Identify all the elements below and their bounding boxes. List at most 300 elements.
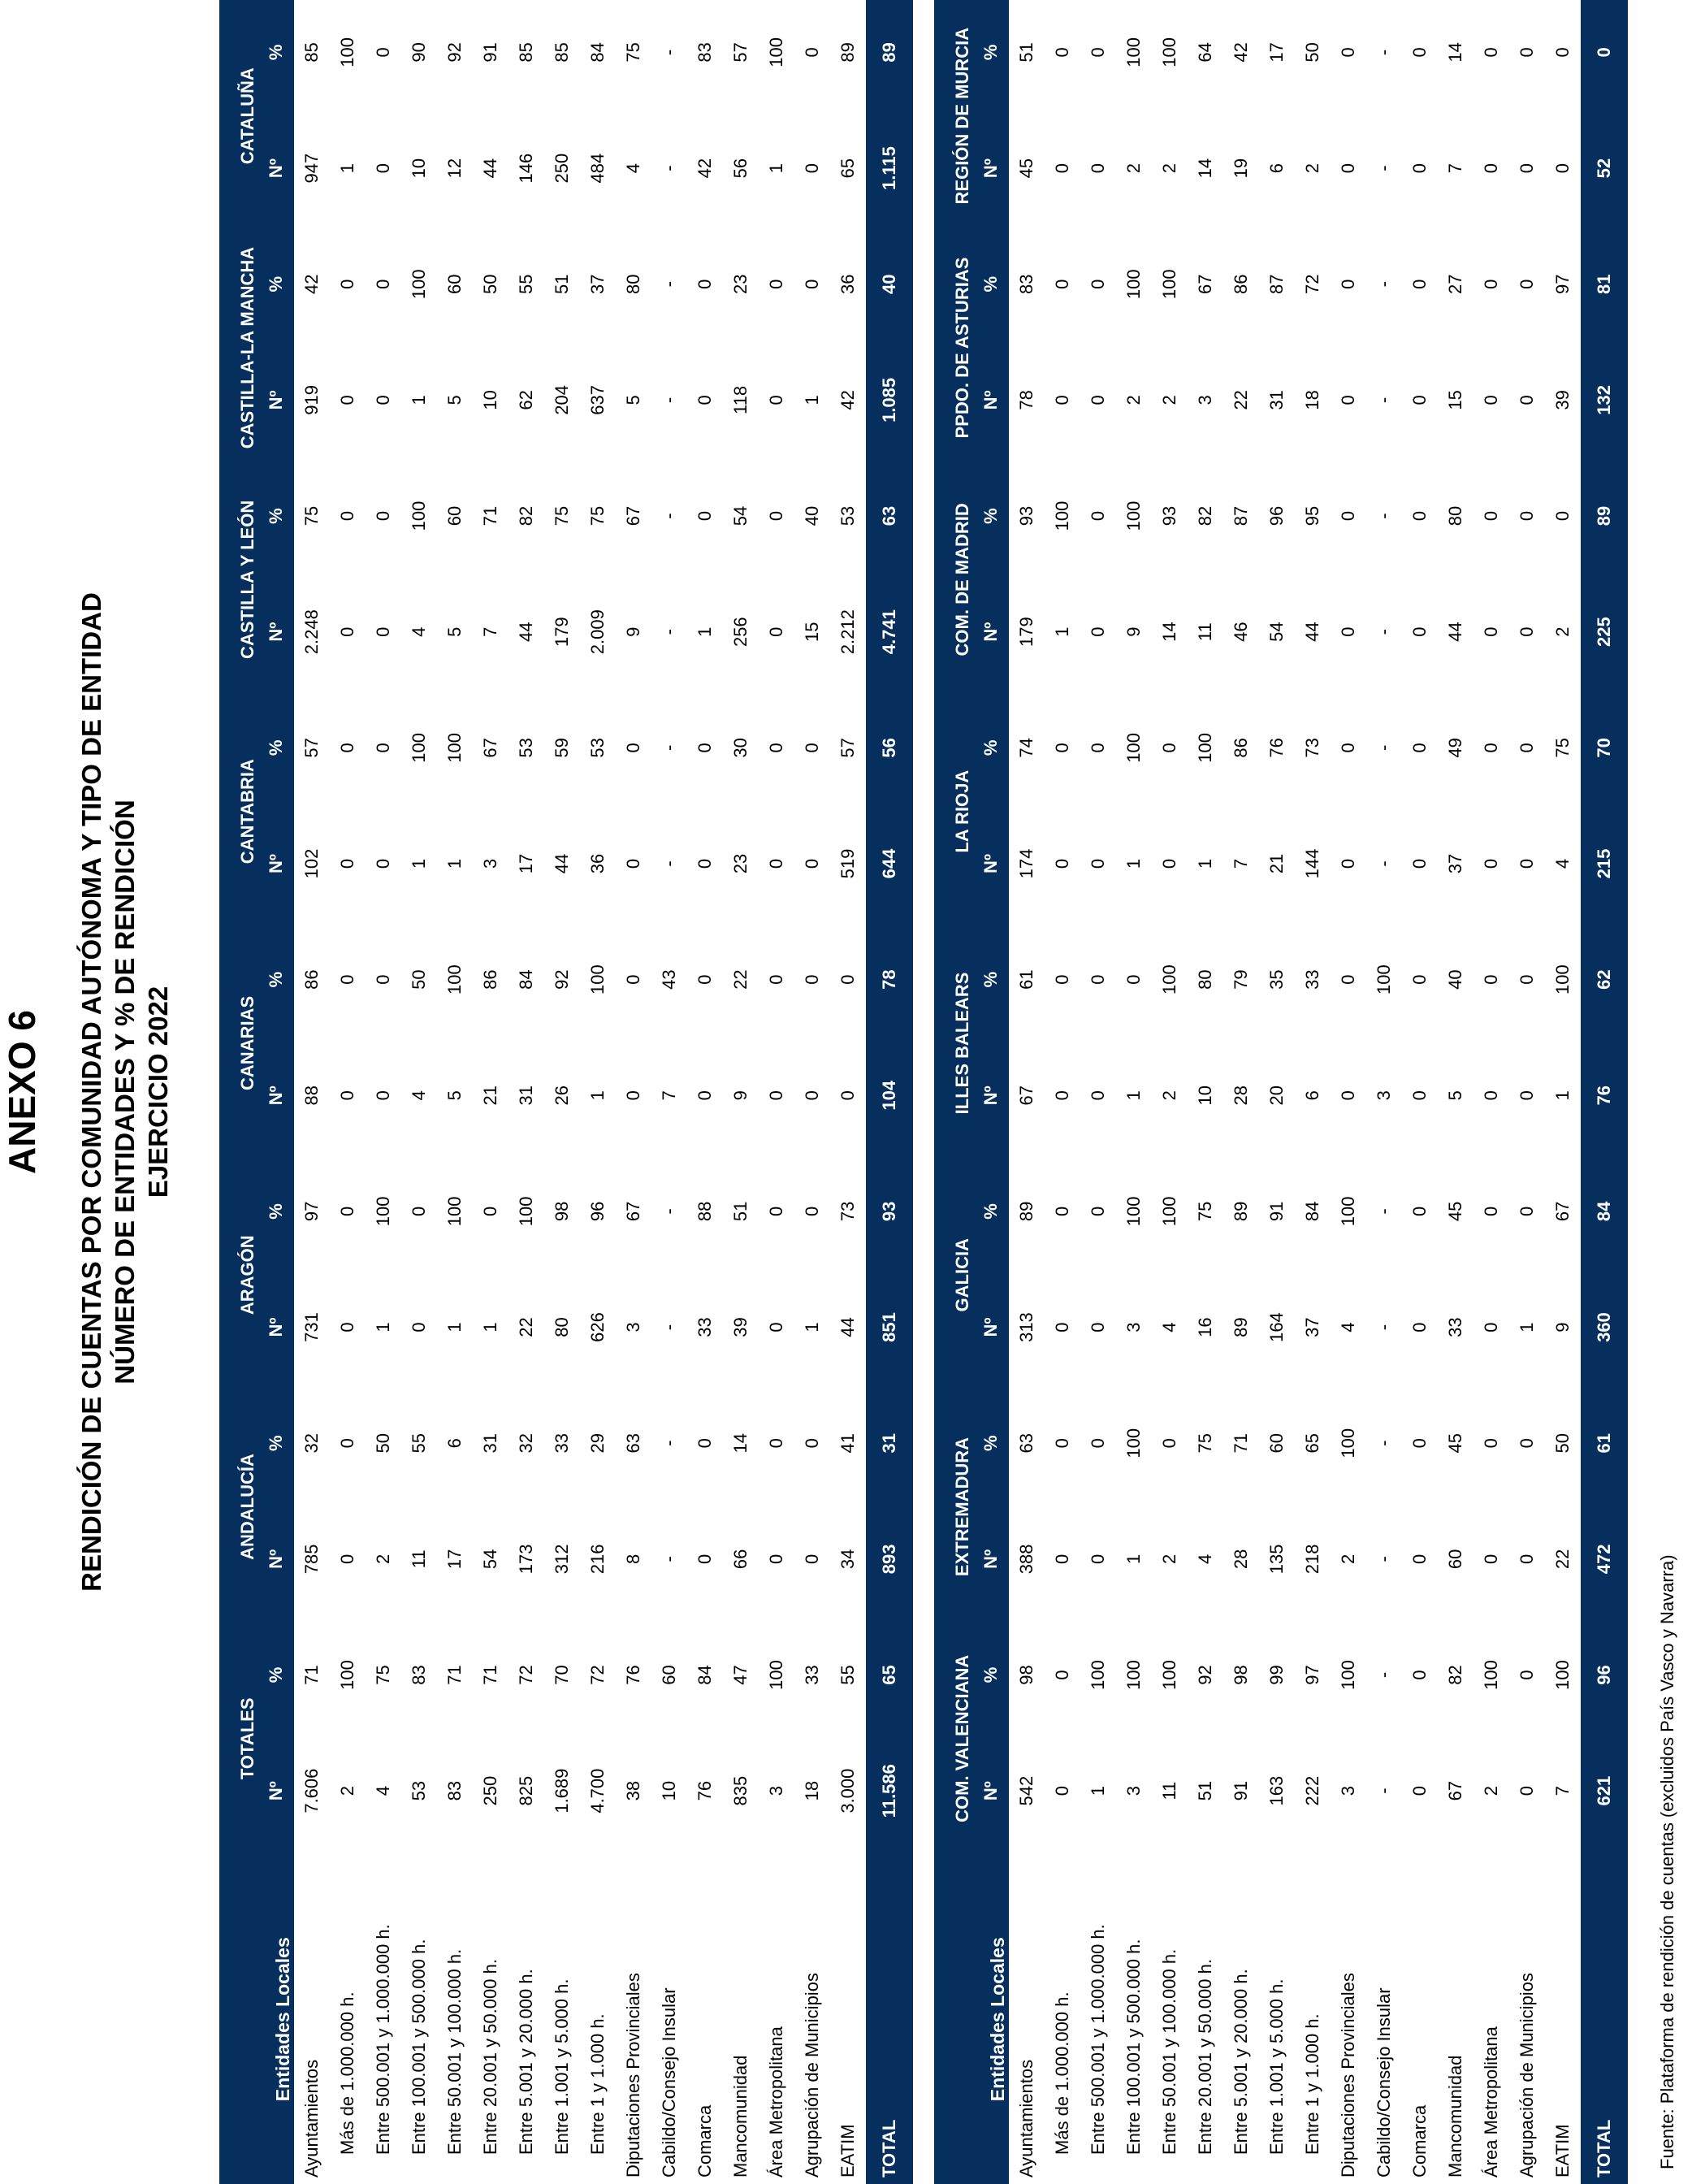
cell-count: 0 — [1517, 162, 1537, 174]
cell-count: 78 — [1016, 390, 1036, 410]
cell-count: 1 — [766, 162, 786, 174]
cell-percent: 57 — [301, 738, 322, 758]
cell-percent: 50 — [1302, 42, 1322, 63]
cell-count: 0 — [1409, 1322, 1430, 1332]
cell-percent: 45 — [1445, 1432, 1465, 1454]
cell-percent: 51 — [552, 274, 572, 294]
cell-count: 0 — [1409, 395, 1430, 405]
cell-percent: 41 — [837, 1432, 858, 1454]
cell-count: 313 — [1016, 1312, 1036, 1342]
cell-count: 11 — [1195, 622, 1215, 642]
cell-count: 312 — [552, 1544, 572, 1575]
cell-percent: 98 — [1231, 1665, 1251, 1685]
cell-count: 1 — [1052, 626, 1072, 637]
cell-count: 7 — [1445, 162, 1465, 174]
cell-percent: 54 — [730, 505, 751, 526]
cell-percent: 30 — [730, 738, 751, 758]
cell-percent: 67 — [623, 505, 643, 526]
cell-count: 542 — [1016, 1775, 1036, 1806]
cell-percent: 72 — [587, 1665, 608, 1685]
cell-count: 0 — [1409, 1090, 1430, 1101]
cell-percent: 59 — [552, 738, 572, 758]
cell-count: 250 — [480, 1775, 500, 1806]
cell-percent: 29 — [587, 1432, 608, 1454]
cell-percent: 100 — [1088, 1660, 1108, 1690]
cell-percent: 100 — [587, 964, 608, 994]
cell-count: 947 — [301, 153, 322, 184]
table-row — [1366, 0, 1402, 2184]
cell-percent: 86 — [1231, 738, 1251, 758]
cell-percent: 92 — [1195, 1665, 1215, 1685]
cell-count: 0 — [1088, 626, 1108, 637]
cell-percent: - — [659, 744, 679, 751]
region-header: GALICIA — [934, 1159, 973, 1391]
cell-count: 0 — [1517, 395, 1537, 405]
cell-percent: 89 — [837, 42, 858, 63]
cell-count: 1 — [373, 1322, 393, 1332]
cell-percent: 0 — [695, 510, 715, 522]
table-row — [687, 0, 723, 2184]
cell-count: 0 — [373, 858, 393, 869]
entity-header: Entidades Locales — [219, 1854, 294, 2184]
cell-count: 22 — [1552, 1549, 1573, 1570]
cell-percent: 0 — [1517, 1206, 1537, 1217]
cell-count: 174 — [1016, 848, 1036, 879]
cell-percent: 100 — [444, 732, 465, 763]
cell-percent: 0 — [695, 1438, 715, 1449]
cell-percent: 0 — [373, 743, 393, 753]
cell-count: 52 — [1581, 105, 1628, 232]
cell-count: 0 — [1481, 1090, 1501, 1101]
cell-count: 9 — [1123, 626, 1144, 637]
cell-percent: 50 — [409, 969, 429, 990]
cell-percent: 0 — [802, 1438, 822, 1449]
cell-percent: 100 — [766, 37, 786, 67]
cell-count: 5 — [444, 1090, 465, 1101]
cell-count: 1 — [480, 1322, 500, 1332]
row-label: Agrupación de Municipios — [1517, 1973, 1537, 2178]
col-pct-header: % — [258, 1391, 294, 1496]
cell-percent: 0 — [1517, 1438, 1537, 1449]
cell-percent: 93 — [1016, 505, 1036, 526]
col-n-header: Nº — [258, 1496, 294, 1623]
cell-percent: 73 — [1302, 738, 1322, 758]
cell-percent: 31 — [480, 1432, 500, 1454]
cell-percent: 0 — [766, 1438, 786, 1449]
cell-count: 5 — [444, 626, 465, 637]
cell-percent: 53 — [837, 505, 858, 526]
region-header: REGIÓN DE MURCIA — [934, 0, 973, 232]
cell-percent: 0 — [373, 974, 393, 985]
cell-percent: 0 — [1088, 279, 1108, 289]
source-note: Fuente: Plataforma de rendición de cuentas (excluidos País Vasco y Navarra) — [1657, 1554, 1677, 2169]
cell-percent: 0 — [1338, 510, 1358, 522]
cell-count: - — [659, 165, 679, 171]
cell-percent: 0 — [1088, 974, 1108, 985]
cell-percent: 80 — [623, 274, 643, 294]
cell-count: 76 — [1581, 1032, 1628, 1159]
cell-count: 785 — [301, 1544, 322, 1575]
cell-count: 0 — [766, 626, 786, 637]
cell-count: 5 — [1445, 1090, 1465, 1101]
cell-percent: 100 — [1338, 1428, 1358, 1458]
cell-count: 15 — [1445, 390, 1465, 410]
col-pct-header: % — [258, 0, 294, 105]
cell-count: 0 — [802, 1090, 822, 1101]
cell-count: 39 — [730, 1317, 751, 1337]
cell-count: 44 — [516, 622, 536, 642]
cell-percent: 100 — [1481, 1660, 1501, 1690]
table-row — [1223, 0, 1259, 2184]
cell-count: 835 — [730, 1775, 751, 1806]
cell-percent: 0 — [1409, 279, 1430, 289]
cell-count: 0 — [1338, 1090, 1358, 1101]
cell-count: - — [659, 860, 679, 867]
cell-count: 7.606 — [301, 1768, 322, 1814]
cell-count: 0 — [802, 1554, 822, 1564]
cell-count: 0 — [373, 1090, 393, 1101]
cell-count: 0 — [337, 1322, 357, 1332]
table-row — [723, 0, 759, 2184]
cell-count: 626 — [587, 1312, 608, 1342]
cell-count: 1 — [337, 162, 357, 174]
cell-count: 216 — [587, 1544, 608, 1575]
table-row — [866, 0, 913, 2184]
cell-count: 3 — [1338, 1786, 1358, 1796]
row-label: EATIM — [1552, 2124, 1573, 2178]
cell-percent: 53 — [516, 738, 536, 758]
cell-percent: 0 — [1409, 1670, 1430, 1680]
cell-count: 0 — [1409, 1554, 1430, 1564]
cell-percent: 67 — [480, 738, 500, 758]
cell-count: 80 — [552, 1317, 572, 1337]
cell-count: - — [659, 1324, 679, 1331]
cell-percent: 0 — [1517, 47, 1537, 58]
col-n-header: Nº — [973, 1032, 1009, 1159]
cell-count: 4 — [1338, 1322, 1358, 1332]
cell-count: 0 — [1338, 858, 1358, 869]
cell-count: 22 — [516, 1317, 536, 1337]
col-pct-header: % — [258, 1159, 294, 1264]
cell-percent: 0 — [337, 510, 357, 522]
cell-percent: 96 — [1266, 505, 1287, 526]
cell-percent: 89 — [866, 0, 913, 105]
cell-percent: - — [1374, 281, 1394, 288]
col-pct-header: % — [973, 1623, 1009, 1727]
cell-count: 4 — [1552, 858, 1573, 869]
cell-percent: 32 — [516, 1432, 536, 1454]
cell-count: 118 — [730, 385, 751, 414]
cell-count: 472 — [1581, 1496, 1628, 1623]
region-header: COM. DE MADRID — [934, 464, 973, 696]
cell-percent: 64 — [1195, 42, 1215, 63]
cell-percent: 0 — [1409, 974, 1430, 985]
cell-percent: 100 — [1159, 269, 1179, 300]
cell-count: 36 — [587, 853, 608, 874]
cell-percent: 31 — [866, 1391, 913, 1496]
cell-count: 360 — [1581, 1263, 1628, 1391]
col-n-header: Nº — [973, 336, 1009, 464]
cell-percent: 100 — [1052, 500, 1072, 531]
cell-percent: 63 — [623, 1432, 643, 1454]
cell-count: 135 — [1266, 1544, 1287, 1575]
row-label: Entre 100.001 y 500.000 h. — [1123, 1939, 1144, 2155]
col-pct-header: % — [973, 0, 1009, 105]
cell-percent: 0 — [373, 47, 393, 58]
cell-count: 0 — [1481, 1322, 1501, 1332]
cell-percent: 99 — [1266, 1665, 1287, 1685]
table-row — [1152, 0, 1188, 2184]
cell-count: 0 — [1052, 1322, 1072, 1332]
cell-percent: 0 — [766, 1206, 786, 1217]
cell-percent: 75 — [552, 505, 572, 526]
cell-count: 88 — [301, 1086, 322, 1106]
cell-count: 1.689 — [552, 1768, 572, 1814]
cell-count: 3 — [1123, 1786, 1144, 1796]
cell-percent: 50 — [373, 1432, 393, 1454]
cell-count: 14 — [1195, 158, 1215, 179]
cell-percent: 100 — [1123, 1660, 1144, 1690]
report-subtitle: NÚMERO DE ENTIDADES Y % DE RENDICIÓN — [110, 800, 140, 1384]
cell-count: 3 — [623, 1322, 643, 1332]
cell-count: - — [1374, 165, 1394, 171]
row-label: Entre 1.001 y 5.000 h. — [1266, 1978, 1287, 2155]
cell-percent: 40 — [1445, 969, 1465, 990]
cell-count: 0 — [1088, 395, 1108, 405]
cell-percent: 100 — [409, 500, 429, 531]
cell-count: 44 — [552, 853, 572, 874]
cell-count: 4.741 — [866, 568, 913, 696]
cell-percent: 75 — [1195, 1432, 1215, 1454]
cell-percent: 75 — [1552, 738, 1573, 758]
cell-percent: 100 — [1159, 1196, 1179, 1227]
cell-count: 54 — [1266, 622, 1287, 642]
cell-percent: 86 — [1231, 274, 1251, 294]
cell-percent: 56 — [866, 696, 913, 800]
cell-count: 204 — [552, 385, 572, 415]
col-n-header: Nº — [973, 105, 1009, 232]
cell-count: 2.248 — [301, 609, 322, 655]
col-n-header: Nº — [258, 1727, 294, 1855]
table-row — [830, 0, 866, 2184]
cell-percent: 75 — [1195, 1201, 1215, 1222]
cell-count: 1 — [587, 1090, 608, 1101]
cell-count: - — [1374, 1556, 1394, 1562]
cell-count: 0 — [1409, 1786, 1430, 1796]
cell-percent: 71 — [480, 505, 500, 526]
cell-percent: 0 — [1052, 743, 1072, 753]
cell-count: 0 — [337, 1090, 357, 1101]
cell-count: - — [1374, 629, 1394, 635]
col-n-header: Nº — [973, 800, 1009, 928]
cell-percent: 0 — [1581, 0, 1628, 105]
cell-count: 10 — [1195, 1086, 1215, 1106]
cell-count: 1.115 — [866, 105, 913, 232]
annex-title: ANEXO 6 — [1, 1010, 43, 1174]
col-n-header: Nº — [258, 105, 294, 232]
cell-percent: 86 — [301, 969, 322, 990]
cell-percent: 22 — [730, 969, 751, 990]
cell-count: 2 — [1159, 395, 1179, 405]
cell-count: 0 — [337, 858, 357, 869]
report-title: RENDICIÓN DE CUENTAS POR COMUNIDAD AUTÓNOMA Y TIPO DE ENTIDAD — [76, 592, 106, 1592]
cell-count: 67 — [1445, 1780, 1465, 1801]
cell-count: 0 — [695, 1090, 715, 1101]
cell-percent: 98 — [552, 1201, 572, 1222]
cell-count: 19 — [1231, 158, 1251, 179]
cell-count: 0 — [373, 395, 393, 405]
cell-percent: 80 — [1445, 505, 1465, 526]
cell-percent: 40 — [802, 505, 822, 526]
cell-count: 46 — [1231, 622, 1251, 642]
cell-percent: 50 — [480, 274, 500, 294]
cell-count: 1 — [1123, 858, 1144, 869]
cell-count: 3.000 — [837, 1768, 858, 1814]
cell-percent: 49 — [1445, 738, 1465, 758]
cell-percent: 23 — [730, 274, 751, 294]
region-header: CASTILLA-LA MANCHA — [219, 232, 258, 463]
cell-percent: 47 — [730, 1665, 751, 1685]
cell-percent: 76 — [623, 1665, 643, 1685]
cell-percent: 100 — [1159, 1660, 1179, 1690]
table-row — [651, 0, 687, 2184]
cell-percent: - — [1374, 513, 1394, 519]
cell-count: 0 — [1517, 1090, 1537, 1101]
table-row — [401, 0, 437, 2184]
table-row — [508, 0, 544, 2184]
row-label: Entre 5.001 y 20.000 h. — [1231, 1969, 1251, 2155]
cell-percent: 0 — [802, 47, 822, 58]
cell-count: 18 — [1302, 390, 1322, 410]
cell-count: 53 — [409, 1780, 429, 1801]
region-header: ARAGÓN — [219, 1159, 258, 1391]
cell-count: 222 — [1302, 1775, 1322, 1806]
cell-percent: 0 — [409, 1206, 429, 1217]
cell-percent: 87 — [1231, 505, 1251, 526]
cell-count: 8 — [623, 1554, 643, 1564]
entity-header: Entidades Locales — [934, 1854, 1009, 2184]
cell-percent: 100 — [516, 1196, 536, 1227]
cell-count: 34 — [837, 1549, 858, 1570]
cell-percent: 92 — [444, 42, 465, 63]
cell-percent: 0 — [1481, 1206, 1501, 1217]
cell-percent: 0 — [1123, 974, 1144, 985]
cell-percent: 78 — [866, 927, 913, 1032]
cell-count: 0 — [802, 858, 822, 869]
row-label: Entre 20.001 y 50.000 h. — [480, 1959, 500, 2155]
cell-percent: 84 — [516, 969, 536, 990]
table-bottom — [934, 0, 1628, 2184]
row-label: EATIM — [837, 2124, 858, 2178]
cell-percent: 98 — [1016, 1665, 1036, 1685]
cell-percent: 0 — [1409, 1438, 1430, 1449]
cell-count: 146 — [516, 153, 536, 184]
region-header: CANTABRIA — [219, 696, 258, 927]
cell-count: 0 — [1052, 1786, 1072, 1796]
col-pct-header: % — [258, 464, 294, 569]
cell-count: 163 — [1266, 1775, 1287, 1806]
cell-percent: 0 — [695, 279, 715, 289]
table-row — [1545, 0, 1581, 2184]
cell-count: 0 — [1517, 858, 1537, 869]
cell-count: 2.009 — [587, 609, 608, 655]
cell-count: 56 — [730, 158, 751, 179]
cell-count: 54 — [480, 1549, 500, 1570]
cell-percent: 75 — [373, 1665, 393, 1685]
row-label: Entre 50.001 y 100.000 h. — [444, 1948, 465, 2155]
cell-count: 1 — [1195, 858, 1215, 869]
cell-percent: 6 — [444, 1438, 465, 1449]
cell-percent: 71 — [301, 1665, 322, 1685]
cell-percent: 100 — [1123, 269, 1144, 300]
cell-percent: 60 — [444, 274, 465, 294]
cell-percent: 0 — [837, 974, 858, 985]
table-row — [294, 0, 330, 2184]
cell-count: - — [659, 396, 679, 404]
col-n-header: Nº — [973, 1496, 1009, 1623]
cell-count: 28 — [1231, 1086, 1251, 1106]
cell-count: 0 — [1517, 1786, 1537, 1796]
cell-count: - — [1374, 396, 1394, 404]
cell-percent: 53 — [587, 738, 608, 758]
col-pct-header: % — [258, 696, 294, 800]
cell-percent: 100 — [444, 964, 465, 994]
row-label: Entre 50.001 y 100.000 h. — [1159, 1948, 1179, 2155]
table-row — [616, 0, 651, 2184]
cell-count: 28 — [1231, 1549, 1251, 1570]
cell-count: 1 — [802, 1322, 822, 1332]
table-row — [330, 0, 366, 2184]
cell-percent: 0 — [1517, 743, 1537, 753]
cell-count: 22 — [1231, 390, 1251, 410]
cell-percent: 100 — [1123, 1428, 1144, 1458]
row-label: Diputaciones Provinciales — [1338, 1973, 1358, 2178]
cell-count: 2.212 — [837, 609, 858, 655]
cell-percent: 60 — [444, 505, 465, 526]
cell-percent: - — [1374, 1440, 1394, 1446]
cell-percent: 0 — [1517, 974, 1537, 985]
cell-count: 102 — [301, 848, 322, 879]
cell-count: 0 — [1088, 1322, 1108, 1332]
row-label: Cabildo/Consejo Insular — [659, 1987, 679, 2178]
cell-percent: 75 — [301, 505, 322, 526]
table-row — [1473, 0, 1509, 2184]
col-n-header: Nº — [258, 568, 294, 696]
cell-count: 0 — [1052, 1090, 1072, 1101]
cell-percent: 33 — [802, 1665, 822, 1685]
cell-percent: - — [1374, 1671, 1394, 1679]
cell-percent: 0 — [1052, 974, 1072, 985]
row-label: Entre 500.001 y 1.000.000 h. — [1088, 1924, 1108, 2155]
col-n-header: Nº — [258, 336, 294, 464]
cell-percent: 0 — [1409, 47, 1430, 58]
cell-percent: 74 — [1016, 738, 1036, 758]
cell-count: 44 — [837, 1317, 858, 1337]
cell-count: 0 — [837, 1090, 858, 1101]
cell-count: 0 — [1052, 858, 1072, 869]
cell-count: 1 — [444, 1322, 465, 1332]
cell-percent: 83 — [409, 1665, 429, 1685]
cell-percent: 0 — [1481, 743, 1501, 753]
cell-count: 7 — [1552, 1786, 1573, 1796]
cell-percent: 36 — [837, 274, 858, 294]
cell-percent: 0 — [1409, 510, 1430, 522]
table-row — [1009, 0, 1045, 2184]
cell-count: 2 — [1302, 162, 1322, 174]
row-label: Mancomunidad — [1445, 2055, 1465, 2178]
cell-percent: 100 — [1338, 1660, 1358, 1690]
cell-percent: 17 — [1266, 42, 1287, 63]
